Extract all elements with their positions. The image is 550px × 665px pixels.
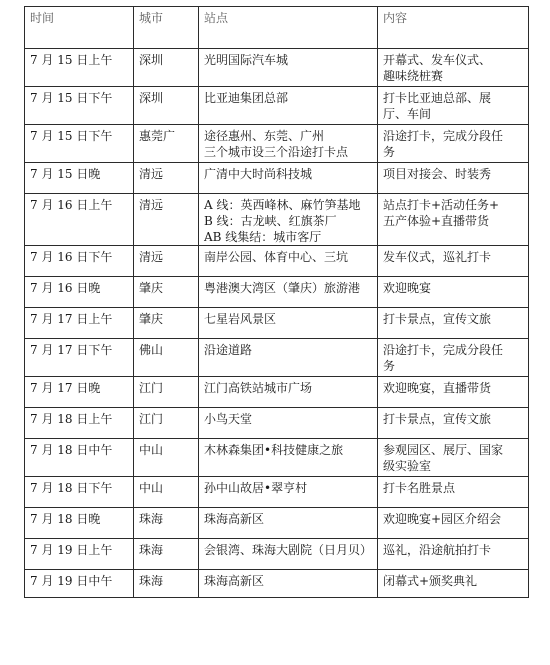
- cell-time: 7 月 18 日下午: [25, 477, 134, 508]
- cell-content: 沿途打卡，完成分段任 务: [378, 125, 529, 163]
- table-row: [25, 377, 529, 408]
- cell-site: 木林森集团•科技健康之旅: [199, 439, 378, 477]
- cell-content: 发车仪式，巡礼打卡: [378, 246, 529, 277]
- cell-time: 7 月 16 日下午: [25, 246, 134, 277]
- cell-city: 江门: [134, 377, 199, 408]
- cell-site: 珠海高新区: [199, 508, 378, 539]
- cell-city: 清远: [134, 194, 199, 246]
- cell-time: 7 月 18 日上午: [25, 408, 134, 439]
- cell-city: 中山: [134, 439, 199, 477]
- cell-content: 巡礼，沿途航拍打卡: [378, 539, 529, 570]
- cell-city: 珠海: [134, 539, 199, 570]
- cell-city: 中山: [134, 477, 199, 508]
- cell-time: 7 月 19 日中午: [25, 570, 134, 598]
- cell-content: 打卡比亚迪总部、展 厅、车间: [378, 87, 529, 125]
- table-row: [25, 163, 529, 194]
- cell-site: 会银湾、珠海大剧院（日月贝）: [199, 539, 378, 570]
- table-row: [25, 339, 529, 377]
- cell-time: 7 月 16 日晚: [25, 277, 134, 308]
- table-body: [25, 49, 529, 598]
- header-site: 站点: [199, 7, 378, 49]
- cell-city: 清远: [134, 163, 199, 194]
- cell-city: 清远: [134, 246, 199, 277]
- cell-content: 项目对接会、时装秀: [378, 163, 529, 194]
- cell-site: 光明国际汽车城: [199, 49, 378, 87]
- cell-city: 江门: [134, 408, 199, 439]
- table-row: [25, 570, 529, 598]
- schedule-table: [24, 6, 529, 598]
- cell-content: 开幕式、发车仪式、 趣味绕桩赛: [378, 49, 529, 87]
- table-row: [25, 477, 529, 508]
- cell-time: 7 月 17 日晚: [25, 377, 134, 408]
- cell-time: 7 月 17 日下午: [25, 339, 134, 377]
- cell-city: 佛山: [134, 339, 199, 377]
- cell-site: 南岸公园、体育中心、三坑: [199, 246, 378, 277]
- cell-time: 7 月 19 日上午: [25, 539, 134, 570]
- cell-site: 珠海高新区: [199, 570, 378, 598]
- cell-city: 肇庆: [134, 277, 199, 308]
- table-row: [25, 194, 529, 246]
- cell-city: 深圳: [134, 87, 199, 125]
- cell-site: 粤港澳大湾区（肇庆）旅游港: [199, 277, 378, 308]
- cell-time: 7 月 15 日下午: [25, 125, 134, 163]
- cell-content: 沿途打卡，完成分段任 务: [378, 339, 529, 377]
- header-row: [25, 7, 529, 49]
- cell-content: 打卡名胜景点: [378, 477, 529, 508]
- cell-site: 广清中大时尚科技城: [199, 163, 378, 194]
- cell-site: 江门高铁站城市广场: [199, 377, 378, 408]
- cell-time: 7 月 18 日晚: [25, 508, 134, 539]
- cell-time: 7 月 15 日下午: [25, 87, 134, 125]
- cell-time: 7 月 15 日晚: [25, 163, 134, 194]
- cell-site: 沿途道路: [199, 339, 378, 377]
- cell-content: 欢迎晚宴，直播带货: [378, 377, 529, 408]
- cell-city: 肇庆: [134, 308, 199, 339]
- table-row: [25, 539, 529, 570]
- cell-site: A 线：英西峰林、麻竹笋基地 B 线：古龙峡、红旗茶厂 AB 线集结：城市客厅: [199, 194, 378, 246]
- table-header: [25, 7, 529, 49]
- table-row: [25, 408, 529, 439]
- table-row: [25, 87, 529, 125]
- cell-time: 7 月 17 日上午: [25, 308, 134, 339]
- cell-content: 打卡景点，宣传文旅: [378, 308, 529, 339]
- cell-site: 途径惠州、东莞、广州 三个城市设三个沿途打卡点: [199, 125, 378, 163]
- cell-site: 比亚迪集团总部: [199, 87, 378, 125]
- cell-site: 孙中山故居•翠亨村: [199, 477, 378, 508]
- cell-content: 打卡景点，宣传文旅: [378, 408, 529, 439]
- cell-content: 参观园区、展厅、国家 级实验室: [378, 439, 529, 477]
- cell-content: 闭幕式+颁奖典礼: [378, 570, 529, 598]
- table-row: [25, 508, 529, 539]
- cell-content: 站点打卡+活动任务+ 五产体验+直播带货: [378, 194, 529, 246]
- cell-content: 欢迎晚宴+园区介绍会: [378, 508, 529, 539]
- table-row: [25, 277, 529, 308]
- table-row: [25, 246, 529, 277]
- cell-time: 7 月 16 日上午: [25, 194, 134, 246]
- cell-city: 惠莞广: [134, 125, 199, 163]
- cell-time: 7 月 15 日上午: [25, 49, 134, 87]
- header-city: 城市: [134, 7, 199, 49]
- cell-site: 小鸟天堂: [199, 408, 378, 439]
- cell-city: 珠海: [134, 508, 199, 539]
- table-row: [25, 308, 529, 339]
- cell-time: 7 月 18 日中午: [25, 439, 134, 477]
- header-time: 时间: [25, 7, 134, 49]
- cell-city: 珠海: [134, 570, 199, 598]
- table-row: [25, 125, 529, 163]
- table-row: [25, 439, 529, 477]
- cell-site: 七星岩风景区: [199, 308, 378, 339]
- header-content: 内容: [378, 7, 529, 49]
- cell-content: 欢迎晚宴: [378, 277, 529, 308]
- table-row: [25, 49, 529, 87]
- cell-city: 深圳: [134, 49, 199, 87]
